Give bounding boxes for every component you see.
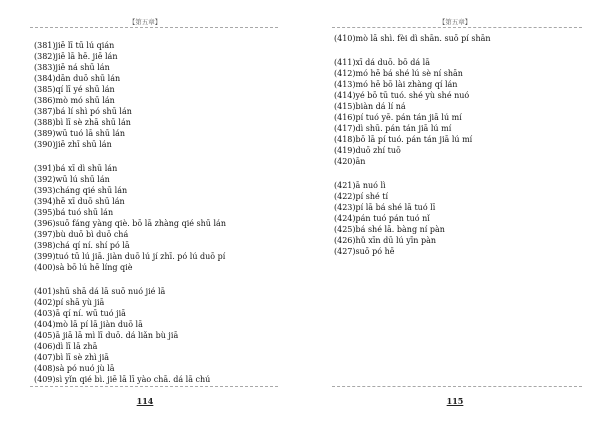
chapter-header: 【第五章】 xyxy=(128,18,162,26)
mantra-line: (387)bá lí shì pó shū lán xyxy=(34,107,132,116)
mantra-line: (403)ā qí ní. wū tuó jiā xyxy=(34,309,126,318)
mantra-line: (384)dān duō shū lán xyxy=(34,74,121,83)
mantra-line: (407)bì lī sè zhì jiā xyxy=(34,353,110,362)
mantra-line: (383)jiē ná shū lán xyxy=(34,63,110,72)
mantra-line: (392)wū lú shū lán xyxy=(34,175,110,184)
mantra-line: (418)bō lā pí tuó. pán tán jiā lú mí xyxy=(334,135,473,144)
mantra-lines xyxy=(334,33,584,257)
mantra-line: (390)jiē zhī shū lán xyxy=(34,140,112,149)
mantra-line: (396)suō fáng yàng qiè. bō lā zhàng qié shū lán xyxy=(34,219,226,228)
mantra-line: (421)ā nuó lì xyxy=(334,181,386,190)
mantra-line: (393)cháng qié shū lán xyxy=(34,186,128,195)
mantra-line: (415)biàn dá lí ná xyxy=(334,102,406,111)
mantra-line: (409)sì yǐn qié bì. jiē lā lī yào chā. dá lā chú xyxy=(34,375,211,384)
mantra-line: (402)pí shā yù jiā xyxy=(34,298,105,307)
mantra-line: (408)sà pó nuó jù lā xyxy=(34,364,115,373)
mantra-line: (423)pí lā bá shé lā tuó lī xyxy=(334,203,436,212)
mantra-line: (412)mó hē bá shé lú sè ní shān xyxy=(334,69,463,78)
mantra-line: (382)jiē lā hē. jiē lán xyxy=(34,52,118,61)
mantra-line: (422)pí shé tí xyxy=(334,192,389,201)
mantra-line: (405)ā jiā lā mì lī duō. dá liǎn bù jiā xyxy=(34,331,179,340)
chapter-header: 【第五章】 xyxy=(438,18,472,26)
mantra-line: (399)tuó tū lú jiā. jiàn duō lú jí zhī. pó lú duō pí xyxy=(34,252,226,261)
mantra-line: (410)mò lā shì. fèi dì shān. suō pí shān xyxy=(334,34,491,43)
header-divider xyxy=(30,27,278,28)
mantra-line: (401)shū shā dá lā suō nuó jié lā xyxy=(34,287,166,296)
group-spacer xyxy=(334,44,584,57)
mantra-line: (411)xī dá duō. bō dá lā xyxy=(334,58,430,67)
page-number: 115 xyxy=(446,396,464,406)
mantra-line: (386)mò mó shū lán xyxy=(34,96,115,105)
right-page xyxy=(310,0,600,424)
mantra-line: (398)chá qí ní. shí pó lā xyxy=(34,241,130,250)
header-divider xyxy=(332,27,582,28)
mantra-line: (388)bì lī sè zhā shū lán xyxy=(34,118,131,127)
mantra-line: (413)mó hē bō lài zhàng qí lán xyxy=(334,80,458,89)
mantra-line: (417)dì shū. pán tán jiā lú mí xyxy=(334,124,452,133)
mantra-line: (414)yé bō tū tuó. shé yù shé nuó xyxy=(334,91,470,100)
group-spacer xyxy=(334,167,584,180)
mantra-line: (381)jiē lī tū lú qián xyxy=(34,41,115,50)
mantra-line: (404)mò lā pí lā jiàn duō lā xyxy=(34,320,143,329)
mantra-line: (385)qí lī yé shū lán xyxy=(34,85,115,94)
mantra-line: (400)sà bō lú hē líng qiè xyxy=(34,263,133,272)
mantra-line: (389)wū tuó lā shū lán xyxy=(34,129,126,138)
footer-divider xyxy=(332,386,582,387)
mantra-line: (420)ān xyxy=(334,157,366,166)
group-spacer xyxy=(34,273,284,286)
page-number: 114 xyxy=(136,396,154,406)
mantra-line: (397)bù duō bì duō chá xyxy=(34,230,129,239)
footer-divider xyxy=(30,386,278,387)
mantra-line: (406)dì lī lā zhā xyxy=(34,342,98,351)
mantra-lines xyxy=(34,40,284,385)
left-page xyxy=(0,0,290,424)
mantra-line: (416)pí tuó yē. pán tán jiā lú mí xyxy=(334,113,462,122)
mantra-line: (395)bá tuó shū lán xyxy=(34,208,114,217)
mantra-line: (427)suō pó hē xyxy=(334,247,395,256)
mantra-line: (425)bá shé lā. bàng ní pàn xyxy=(334,225,445,234)
mantra-line: (426)hǔ xīn dū lú yīn pàn xyxy=(334,236,437,245)
mantra-line: (424)pán tuó pán tuó nǐ xyxy=(334,214,430,223)
mantra-line: (391)bá xī dì shū lán xyxy=(34,164,118,173)
mantra-line: (419)duō zhí tuō xyxy=(334,146,401,155)
mantra-line: (394)hē xī duō shū lán xyxy=(34,197,125,206)
group-spacer xyxy=(34,150,284,163)
